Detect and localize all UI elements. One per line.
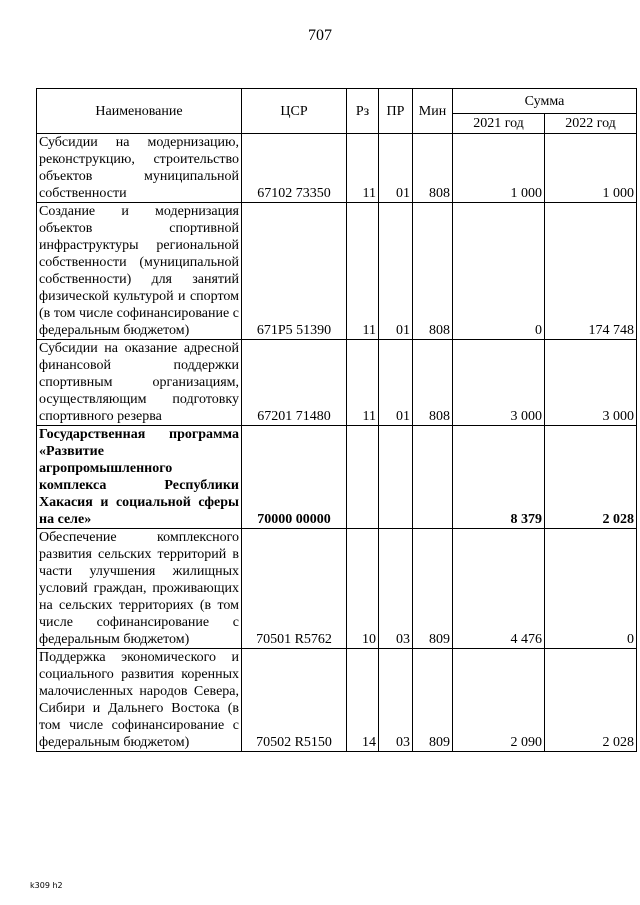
row-sum-2021: 0 (453, 203, 545, 340)
header-pr: ПР (379, 89, 413, 134)
table-row (37, 134, 637, 203)
row-name: Обеспечение комплексного развития сельских территорий в части улучшения жилищных условий граждан, проживающих на сельских территориях (в том числе софинансирование с федеральным бюджетом) (37, 529, 242, 649)
table-row (37, 529, 637, 649)
row-csr: 70000 00000 (242, 426, 347, 529)
row-pr (379, 426, 413, 529)
row-pr: 03 (379, 649, 413, 752)
row-pr: 01 (379, 203, 413, 340)
header-name: Наименование (37, 89, 242, 134)
row-rz: 11 (347, 134, 379, 203)
row-rz: 14 (347, 649, 379, 752)
header-sum: Сумма (453, 89, 637, 114)
row-csr: 70501 R5762 (242, 529, 347, 649)
row-min (413, 426, 453, 529)
row-sum-2022: 0 (545, 529, 637, 649)
row-pr: 01 (379, 134, 413, 203)
row-min: 809 (413, 529, 453, 649)
row-name: Создание и модернизация объектов спортивной инфраструктуры региональной собственности (муниципальной собственности) для занятий физической культурой и спортом (в том числе софинансирование с федеральным бюджетом) (37, 203, 242, 340)
header-year-2022: 2022 год (545, 114, 637, 134)
row-csr: 67102 73350 (242, 134, 347, 203)
row-min: 808 (413, 340, 453, 426)
row-rz: 11 (347, 340, 379, 426)
row-csr: 70502 R5150 (242, 649, 347, 752)
row-sum-2021: 8 379 (453, 426, 545, 529)
row-min: 808 (413, 203, 453, 340)
row-sum-2021: 1 000 (453, 134, 545, 203)
budget-table (36, 88, 637, 752)
row-sum-2022: 3 000 (545, 340, 637, 426)
row-sum-2022: 2 028 (545, 649, 637, 752)
row-rz (347, 426, 379, 529)
table-row-program (37, 426, 637, 529)
row-rz: 10 (347, 529, 379, 649)
footer-code: k309 h2 (30, 881, 63, 890)
row-sum-2022: 2 028 (545, 426, 637, 529)
row-csr: 671P5 51390 (242, 203, 347, 340)
row-sum-2022: 1 000 (545, 134, 637, 203)
row-min: 809 (413, 649, 453, 752)
row-name: Государственная программа «Развитие агропромышленного комплекса Республики Хакасия и социальной сферы на селе» (37, 426, 242, 529)
table-row (37, 203, 637, 340)
row-csr: 67201 71480 (242, 340, 347, 426)
row-name: Поддержка экономического и социального развития коренных малочисленных народов Севера, Сибири и Дальнего Востока (в том числе софинансирование с федеральным бюджетом) (37, 649, 242, 752)
header-rz: Рз (347, 89, 379, 134)
row-name: Субсидии на модернизацию, реконструкцию, строительство объектов муниципальной собственности (37, 134, 242, 203)
row-name: Субсидии на оказание адресной финансовой поддержки спортивным организациям, осуществляющим подготовку спортивного резерва (37, 340, 242, 426)
row-sum-2021: 3 000 (453, 340, 545, 426)
row-min: 808 (413, 134, 453, 203)
header-csr: ЦСР (242, 89, 347, 134)
row-sum-2021: 4 476 (453, 529, 545, 649)
table-row (37, 340, 637, 426)
table-row (37, 649, 637, 752)
page-number: 707 (308, 27, 332, 44)
row-rz: 11 (347, 203, 379, 340)
header-min: Мин (413, 89, 453, 134)
row-pr: 03 (379, 529, 413, 649)
row-sum-2022: 174 748 (545, 203, 637, 340)
header-year-2021: 2021 год (453, 114, 545, 134)
row-sum-2021: 2 090 (453, 649, 545, 752)
row-pr: 01 (379, 340, 413, 426)
table-header-row (37, 89, 637, 114)
